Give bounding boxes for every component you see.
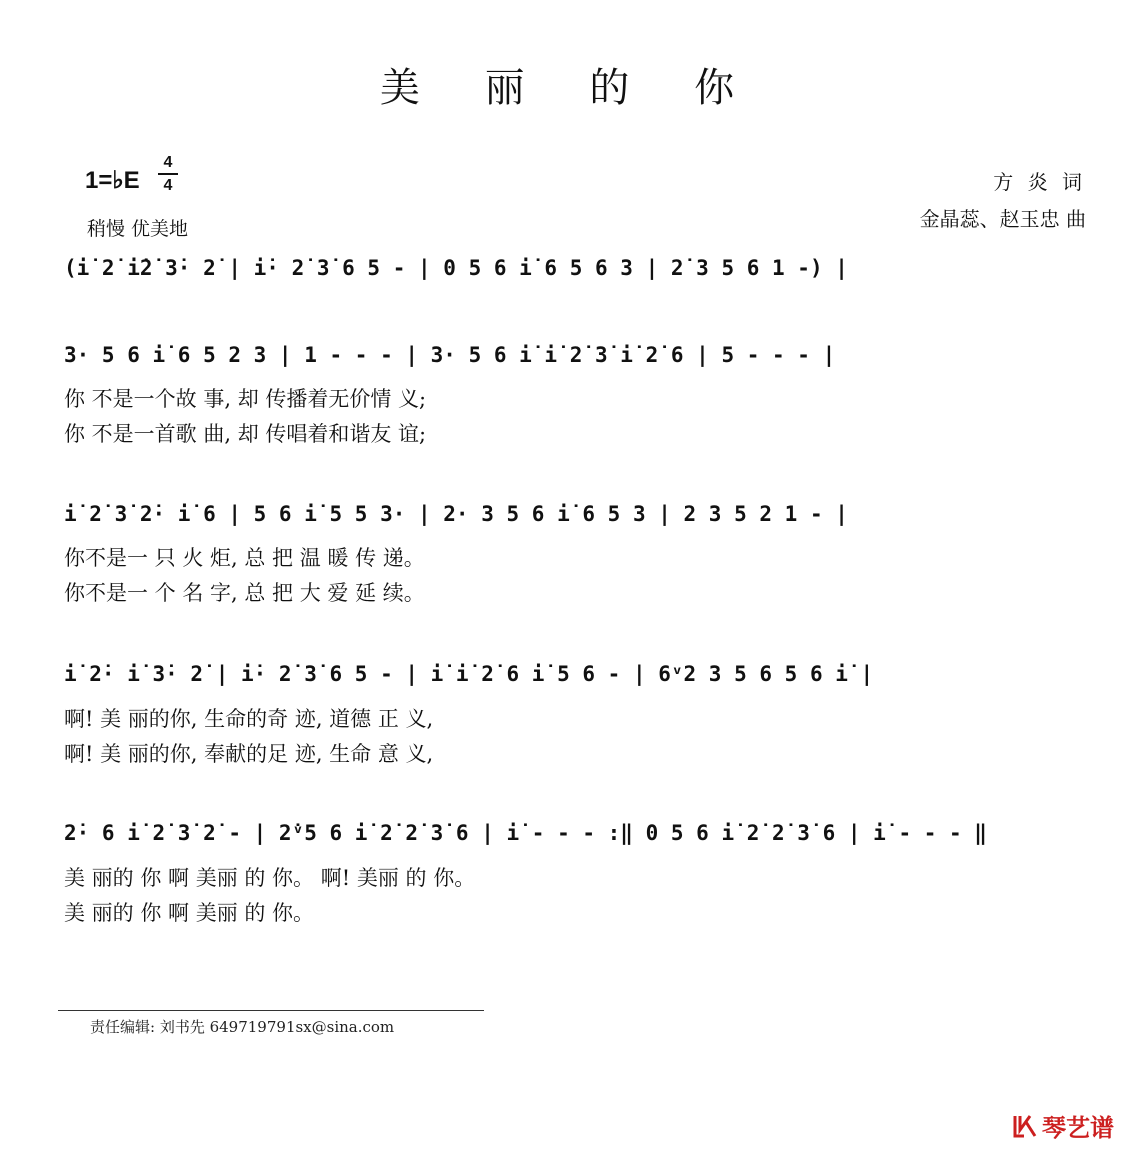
lyrics-line-5b: 美 丽的 你 啊 美丽 的 你。: [64, 901, 315, 925]
site-logo[interactable]: [1012, 1108, 1114, 1143]
notation-line-3: i̇ 2̇ 3̇ 2̇· i̇ 6 | 5 6 i̇ 5 5 3· | 2· 3 5 6 i̇ 6 5 3 | 2 3 5 2 1 - |: [64, 502, 848, 526]
song-title: 美 丽 的 你: [379, 65, 761, 111]
time-signature: [158, 154, 178, 194]
lyrics-line-2a: 你 不是一个故 事, 却 传播着无价情 义;: [64, 387, 427, 411]
meter-top: 4: [163, 154, 173, 171]
tempo-marking: 稍慢 优美地: [87, 218, 189, 240]
key-signature: 1=♭E: [85, 167, 140, 194]
meter-line: [158, 173, 178, 175]
lyrics-line-3b: 你不是一 个 名 字, 总 把 大 爱 延 续。: [64, 581, 425, 605]
lyrics-line-4b: 啊! 美 丽的你, 奉献的足 迹, 生命 意 义,: [64, 742, 434, 766]
composer-credit: 金晶蕊、赵玉忠 曲: [919, 207, 1086, 231]
notation-line-1: (i̇ 2̇ i̇2̇ 3̇· 2̇ | i̇· 2̇ 3̇ 6 5 - | 0 5 6 i̇ 6 5 6 3 | 2̇ 3 5 6 1 -) |: [64, 256, 848, 280]
meter-bottom: 4: [163, 177, 173, 194]
notation-line-4: i̇ 2̇· i̇ 3̇· 2̇ | i̇· 2̇ 3̇ 6 5 - | i̇ i̇ 2̇ 6 i̇ 5 6 - | 6ᵛ2 3 5 6 5 6 i̇ |: [64, 662, 874, 686]
lyrics-line-5a: 美 丽的 你 啊 美丽 的 你。 啊! 美丽 的 你。: [64, 866, 476, 890]
footer-divider: [58, 1010, 484, 1011]
logo-icon: [1012, 1112, 1038, 1140]
logo-text: 琴艺谱: [1042, 1114, 1114, 1142]
lyricist-credit: 方 炎 词: [993, 170, 1086, 194]
footer-editor: 责任编辑: 刘书先 649719791sx@sina.com: [90, 1018, 395, 1036]
lyrics-line-2b: 你 不是一首歌 曲, 却 传唱着和谐友 谊;: [64, 422, 427, 446]
lyrics-line-4a: 啊! 美 丽的你, 生命的奇 迹, 道德 正 义,: [64, 707, 434, 731]
notation-line-5: 2̇· 6 i̇ 2̇ 3̇ 2̇ - | 2̇ᵛ5 6 i̇ 2̇ 2̇ 3̇ 6 | i̇ - - - :‖ 0 5 6 i̇ 2̇ 2̇ 3̇ 6 | i̇ - - - ‖: [64, 821, 987, 845]
lyrics-line-3a: 你不是一 只 火 炬, 总 把 温 暖 传 递。: [64, 546, 425, 570]
notation-line-2: 3· 5 6 i̇ 6 5 2 3 | 1 - - - | 3· 5 6 i̇ i̇ 2̇ 3̇ i̇ 2̇ 6 | 5 - - - |: [64, 343, 836, 367]
